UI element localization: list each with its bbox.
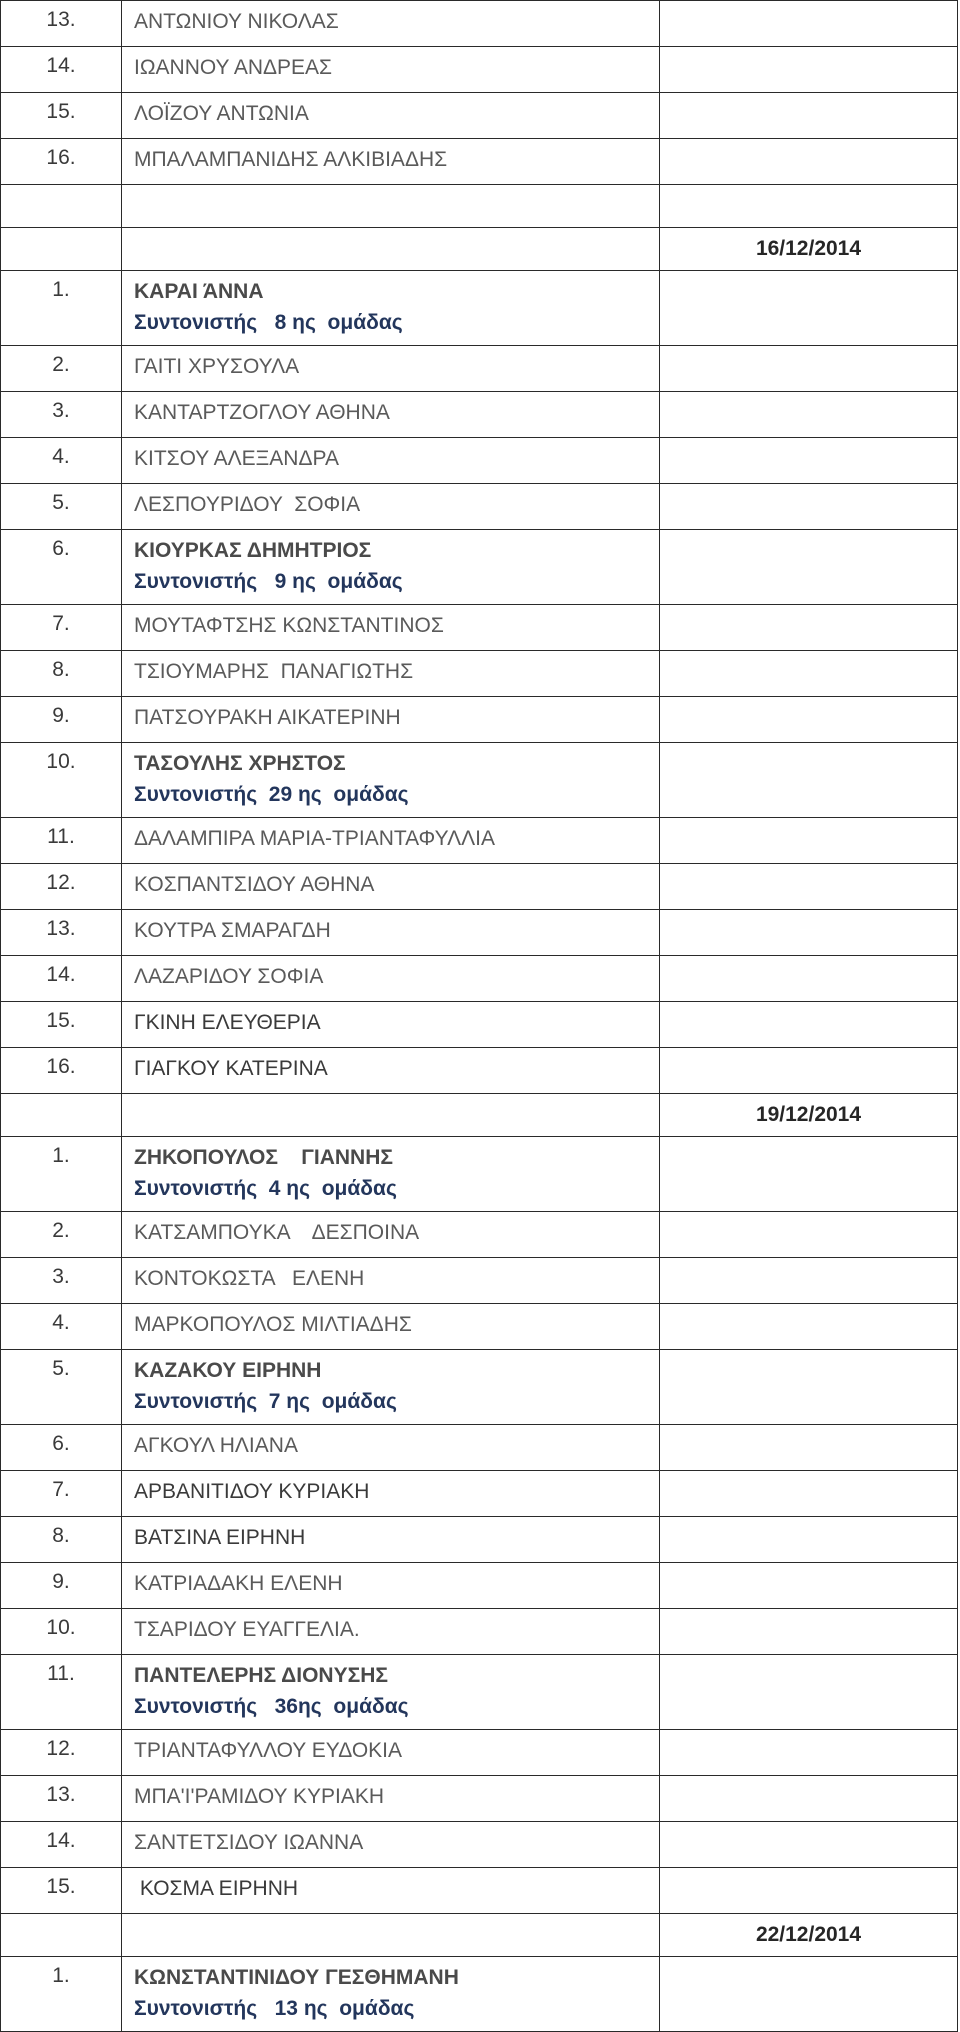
coordinator-label: Συντονιστής 36ης ομάδας <box>134 1695 409 1718</box>
session-date <box>660 1304 958 1350</box>
participant-name: ΖΗΚΟΠΟΥΛΟΣ ΓΙΑΝΝΗΣ <box>134 1146 393 1169</box>
name-cell <box>122 271 660 346</box>
table-row <box>1 1425 958 1471</box>
row-number: 15. <box>1 1868 122 1914</box>
participant-name: ΓΑΙΤΙ ΧΡΥΣΟΥΛΑ <box>134 355 300 378</box>
table-row <box>1 818 958 864</box>
row-number: 16. <box>1 1048 122 1094</box>
table-row <box>1 1137 958 1212</box>
participant-name: ΛΕΣΠΟΥΡΙΔΟΥ ΣΟΦΙΑ <box>134 493 361 516</box>
row-number: 3. <box>1 1258 122 1304</box>
name-cell <box>122 1822 660 1868</box>
row-number: 13. <box>1 1 122 47</box>
name-cell <box>122 1563 660 1609</box>
row-number: 8. <box>1 1517 122 1563</box>
session-date <box>660 1822 958 1868</box>
table-row <box>1 605 958 651</box>
table-row <box>1 1563 958 1609</box>
table-row <box>1 864 958 910</box>
session-date <box>660 864 958 910</box>
session-date <box>660 1425 958 1471</box>
name-cell <box>122 392 660 438</box>
row-number: 7. <box>1 1471 122 1517</box>
table-row <box>1 47 958 93</box>
session-date <box>660 1002 958 1048</box>
row-number: 7. <box>1 605 122 651</box>
participant-name: ΜΑΡΚΟΠΟΥΛΟΣ ΜΙΛΤΙΑΔΗΣ <box>134 1313 412 1336</box>
name-cell <box>122 910 660 956</box>
name-cell <box>122 1776 660 1822</box>
table-row <box>1 651 958 697</box>
session-date <box>660 47 958 93</box>
table-row <box>1 1655 958 1730</box>
name-cell <box>122 228 660 271</box>
name-cell <box>122 1002 660 1048</box>
row-number: 13. <box>1 910 122 956</box>
row-number: 10. <box>1 1609 122 1655</box>
name-cell <box>122 651 660 697</box>
coordinator-label: Συντονιστής 8 ης ομάδας <box>134 311 403 334</box>
table-row <box>1 1776 958 1822</box>
table-row <box>1 1094 958 1137</box>
session-date <box>660 1258 958 1304</box>
participant-name: ΤΣΙΟΥΜΑΡΗΣ ΠΑΝΑΓΙΩΤΗΣ <box>134 660 414 683</box>
table-row <box>1 956 958 1002</box>
participant-name: ΚΑΝΤΑΡΤΖΟΓΛΟΥ ΑΘΗΝΑ <box>134 401 390 424</box>
table-row <box>1 271 958 346</box>
session-date <box>660 956 958 1002</box>
session-date <box>660 1137 958 1212</box>
name-cell <box>122 1609 660 1655</box>
participant-name: ΚΑΤΡΙΑΔΑΚΗ ΕΛΕΝΗ <box>134 1572 343 1595</box>
row-number: 3. <box>1 392 122 438</box>
session-date: 22/12/2014 <box>660 1914 958 1957</box>
participant-name: ΑΡΒΑΝΙΤΙΔΟΥ ΚΥΡΙΑΚΗ <box>134 1480 370 1503</box>
name-cell <box>122 93 660 139</box>
participant-name: ΤΣΑΡΙΔΟΥ ΕΥΑΓΓΕΛΙΑ. <box>134 1618 360 1641</box>
session-date <box>660 1563 958 1609</box>
session-date <box>660 484 958 530</box>
participant-name: ΚΟΥΤΡΑ ΣΜΑΡΑΓΔΗ <box>134 919 331 942</box>
name-cell <box>122 1730 660 1776</box>
row-number: 13. <box>1 1776 122 1822</box>
table-row <box>1 530 958 605</box>
participant-name: ΚΑΡΑΙ ΆΝΝΑ <box>134 280 264 303</box>
session-date <box>660 438 958 484</box>
row-number: 5. <box>1 1350 122 1425</box>
name-cell <box>122 1094 660 1137</box>
row-number <box>1 1914 122 1957</box>
name-cell <box>122 1350 660 1425</box>
table-row <box>1 1914 958 1957</box>
name-cell <box>122 1868 660 1914</box>
row-number: 1. <box>1 271 122 346</box>
table-row <box>1 1471 958 1517</box>
coordinator-label: Συντονιστής 4 ης ομάδας <box>134 1177 397 1200</box>
participant-name: ΛΑΖΑΡΙΔΟΥ ΣΟΦΙΑ <box>134 965 324 988</box>
table-row <box>1 346 958 392</box>
participant-name: ΚΟΣΠΑΝΤΣΙΔΟΥ ΑΘΗΝΑ <box>134 873 375 896</box>
row-number: 15. <box>1 1002 122 1048</box>
table-row <box>1 1048 958 1094</box>
session-date <box>660 743 958 818</box>
session-date <box>660 1776 958 1822</box>
session-date <box>660 1957 958 2032</box>
participant-name: ΛΟΪΖΟΥ ΑΝΤΩΝΙΑ <box>134 102 309 125</box>
participant-name: ΚΙΟΥΡΚΑΣ ΔΗΜΗΤΡΙΟΣ <box>134 539 372 562</box>
row-number: 6. <box>1 1425 122 1471</box>
row-number: 12. <box>1 1730 122 1776</box>
coordinator-label: Συντονιστής 9 ης ομάδας <box>134 570 403 593</box>
session-date <box>660 392 958 438</box>
name-cell <box>122 1957 660 2032</box>
name-cell <box>122 697 660 743</box>
participant-name: ΠΑΝΤΕΛΕΡΗΣ ΔΙΟΝΥΣΗΣ <box>134 1664 388 1687</box>
row-number: 12. <box>1 864 122 910</box>
name-cell <box>122 139 660 185</box>
coordinator-label: Συντονιστής 29 ης ομάδας <box>134 783 409 806</box>
table-row <box>1 93 958 139</box>
name-cell <box>122 864 660 910</box>
table-row <box>1 1957 958 2032</box>
name-cell <box>122 530 660 605</box>
participant-name: ΚΟΝΤΟΚΩΣΤΑ ΕΛΕΝΗ <box>134 1267 365 1290</box>
session-date <box>660 93 958 139</box>
name-cell <box>122 1 660 47</box>
participant-name: ΜΠΑ'Ι'ΡΑΜΙΔΟΥ ΚΥΡΙΑΚΗ <box>134 1785 385 1808</box>
name-cell <box>122 438 660 484</box>
session-date <box>660 818 958 864</box>
session-date <box>660 139 958 185</box>
name-cell <box>122 1655 660 1730</box>
name-cell <box>122 1048 660 1094</box>
name-cell <box>122 956 660 1002</box>
table-row <box>1 1350 958 1425</box>
coordinator-label: Συντονιστής 13 ης ομάδας <box>134 1997 415 2020</box>
table-row <box>1 1258 958 1304</box>
row-number: 16. <box>1 139 122 185</box>
session-date <box>660 271 958 346</box>
session-date: 19/12/2014 <box>660 1094 958 1137</box>
table-row <box>1 1609 958 1655</box>
session-date <box>660 185 958 228</box>
table-row <box>1 910 958 956</box>
participant-name: ΜΠΑΛΑΜΠΑΝΙΔΗΣ ΑΛΚΙΒΙΑΔΗΣ <box>134 148 448 171</box>
row-number <box>1 1094 122 1137</box>
name-cell <box>122 1212 660 1258</box>
participant-name: ΓΚΙΝΗ ΕΛΕΥΘΕΡΙΑ <box>134 1011 321 1034</box>
session-date <box>660 1471 958 1517</box>
table-row <box>1 1002 958 1048</box>
participant-name: ΑΓΚΟΥΛ ΗΛΙΑΝΑ <box>134 1434 298 1457</box>
name-cell <box>122 1471 660 1517</box>
session-date <box>660 346 958 392</box>
participant-name: ΚΙΤΣΟΥ ΑΛΕΞΑΝΔΡΑ <box>134 447 339 470</box>
row-number: 2. <box>1 346 122 392</box>
table-row <box>1 743 958 818</box>
row-number: 4. <box>1 1304 122 1350</box>
participant-name: ΔΑΛΑΜΠΙΡΑ ΜΑΡΙΑ-ΤΡΙΑΝΤΑΦΥΛΛΙΑ <box>134 827 495 850</box>
row-number: 8. <box>1 651 122 697</box>
participant-name: ΤΡΙΑΝΤΑΦΥΛΛΟΥ ΕΥΔΟΚΙΑ <box>134 1739 402 1762</box>
row-number: 1. <box>1 1957 122 2032</box>
session-date <box>660 1730 958 1776</box>
participant-name: ΚΩΝΣΤΑΝΤΙΝΙΔΟΥ ΓΕΣΘΗΜΑΝΗ <box>134 1966 459 1989</box>
table-row <box>1 392 958 438</box>
session-date <box>660 1609 958 1655</box>
table-row <box>1 1517 958 1563</box>
participant-name: ΤΑΣΟΥΛΗΣ ΧΡΗΣΤΟΣ <box>134 752 346 775</box>
participant-name: ΣΑΝΤΕΤΣΙΔΟΥ ΙΩΑΝΝΑ <box>134 1831 364 1854</box>
session-date <box>660 605 958 651</box>
participant-name: ΚΑΖΑΚΟΥ ΕΙΡΗΝΗ <box>134 1359 322 1382</box>
row-number <box>1 185 122 228</box>
table-row <box>1 1212 958 1258</box>
name-cell <box>122 1137 660 1212</box>
session-date <box>660 1212 958 1258</box>
row-number: 9. <box>1 1563 122 1609</box>
session-date <box>660 1517 958 1563</box>
table-row <box>1 1868 958 1914</box>
name-cell <box>122 346 660 392</box>
table-row <box>1 228 958 271</box>
table-row <box>1 139 958 185</box>
session-date <box>660 697 958 743</box>
row-number: 14. <box>1 47 122 93</box>
table-row <box>1 1730 958 1776</box>
participant-name: ΒΑΤΣΙΝΑ ΕΙΡΗΝΗ <box>134 1526 306 1549</box>
name-cell <box>122 1425 660 1471</box>
name-cell <box>122 1304 660 1350</box>
name-cell <box>122 1258 660 1304</box>
table-row <box>1 1304 958 1350</box>
row-number: 1. <box>1 1137 122 1212</box>
row-number <box>1 228 122 271</box>
row-number: 5. <box>1 484 122 530</box>
session-date <box>660 1655 958 1730</box>
session-date: 16/12/2014 <box>660 228 958 271</box>
session-date <box>660 651 958 697</box>
participant-name: ΚΑΤΣΑΜΠΟΥΚΑ ΔΕΣΠΟΙΝΑ <box>134 1221 420 1244</box>
table-row <box>1 697 958 743</box>
row-number: 15. <box>1 93 122 139</box>
name-cell <box>122 1517 660 1563</box>
coordinator-label: Συντονιστής 7 ης ομάδας <box>134 1390 397 1413</box>
row-number: 10. <box>1 743 122 818</box>
participant-name: ΙΩΑΝΝΟΥ ΑΝΔΡΕΑΣ <box>134 56 333 79</box>
session-date <box>660 1 958 47</box>
session-date <box>660 1868 958 1914</box>
table-row <box>1 1822 958 1868</box>
session-date <box>660 910 958 956</box>
name-cell <box>122 185 660 228</box>
table-row <box>1 438 958 484</box>
name-cell <box>122 47 660 93</box>
name-cell <box>122 743 660 818</box>
session-date <box>660 1048 958 1094</box>
row-number: 14. <box>1 1822 122 1868</box>
participant-name: ΠΑΤΣΟΥΡΑΚΗ ΑΙΚΑΤΕΡΙΝΗ <box>134 706 401 729</box>
row-number: 14. <box>1 956 122 1002</box>
participant-name: ΜΟΥΤΑΦΤΣΗΣ ΚΩΝΣΤΑΝΤΙΝΟΣ <box>134 614 444 637</box>
session-date <box>660 1350 958 1425</box>
name-cell <box>122 818 660 864</box>
name-cell <box>122 484 660 530</box>
name-cell <box>122 1914 660 1957</box>
table-row <box>1 484 958 530</box>
row-number: 2. <box>1 1212 122 1258</box>
row-number: 9. <box>1 697 122 743</box>
table-row <box>1 1 958 47</box>
session-date <box>660 530 958 605</box>
row-number: 11. <box>1 1655 122 1730</box>
table-row <box>1 185 958 228</box>
row-number: 6. <box>1 530 122 605</box>
row-number: 4. <box>1 438 122 484</box>
participant-name: ΑΝΤΩΝΙΟΥ ΝΙΚΟΛΑΣ <box>134 10 339 33</box>
participant-name: ΓΙΑΓΚΟΥ ΚΑΤΕΡΙΝΑ <box>134 1057 328 1080</box>
participant-name: ΚΟΣΜΑ ΕΙΡΗΝΗ <box>134 1877 299 1900</box>
name-cell <box>122 605 660 651</box>
table-body <box>1 1 958 2032</box>
row-number: 11. <box>1 818 122 864</box>
